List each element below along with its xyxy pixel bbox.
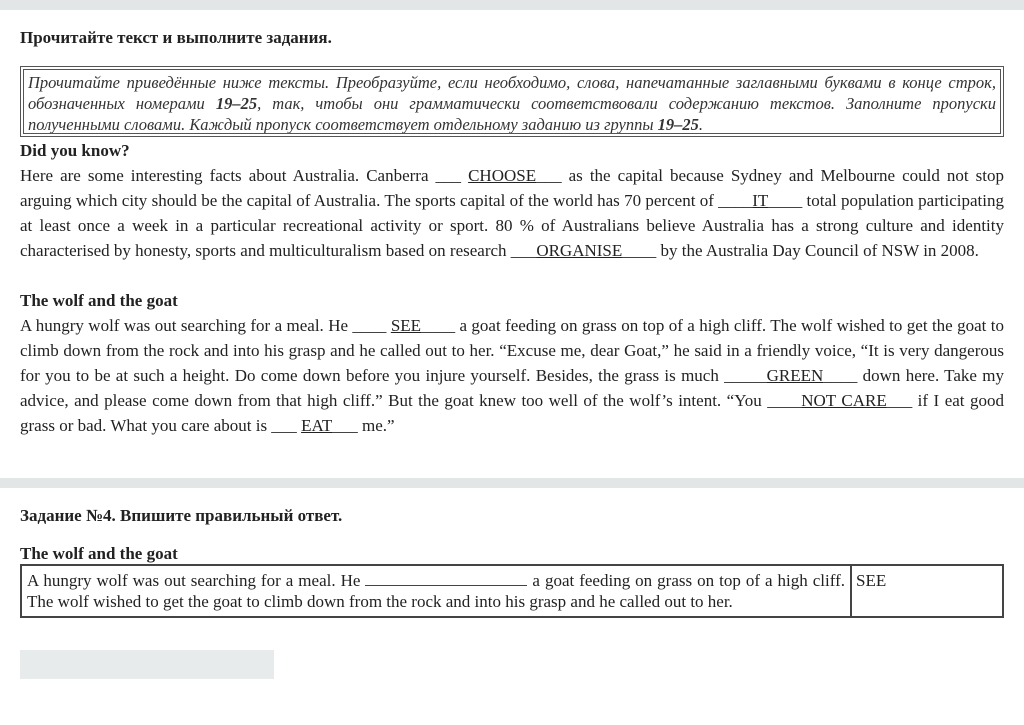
task4-table bbox=[20, 564, 1004, 618]
text1-paragraph bbox=[20, 163, 1004, 263]
text2-segment: ____ a goat feeding on grass on top of a high cliff. The wolf wished to get the goat to climb down from the rock and into his grasp and he called out to her. “Excuse me, dear Goat,” he said in a friendly voice, “It is very dangerous for you to be at such a height. Do come down before you injure yourself. Besides, the grass is much _____ bbox=[20, 316, 1005, 385]
text1-segment: Here are some interesting facts about Australia. Canberra ___ bbox=[20, 166, 469, 185]
answer-see: SEE bbox=[390, 316, 422, 335]
answer-not-care: NOT CARE bbox=[801, 391, 887, 410]
task4-heading: Задание №4. Впишите правильный ответ. bbox=[20, 506, 343, 525]
text1-segment: ____ by the Australia Day Council of NSW in 2008. bbox=[622, 241, 979, 260]
text1-segment: ___ as the capital because Sydney and Melbourne could not stop arguing which city should be the capital of Australia. The sports capital of the world has 70 percent of ____ bbox=[20, 166, 1004, 210]
instruction-box bbox=[20, 66, 1004, 137]
instruction-range2: 19–25 bbox=[657, 115, 699, 134]
task4-text-before: A hungry wolf was out searching for a meal. He bbox=[27, 571, 361, 590]
text1-title: Did you know? bbox=[20, 141, 130, 160]
text1-segment: ____ total population participating at least once a week in a particular recreational activity or sport. 80 % of Australians believe Australia has a strong culture and identity characterised by honesty, sports and multiculturalism based on research ___ bbox=[20, 191, 1004, 260]
task4-title: The wolf and the goat bbox=[20, 544, 178, 563]
answer-it: IT bbox=[752, 191, 769, 210]
text2-title: The wolf and the goat bbox=[20, 291, 178, 310]
answer-organise: ORGANISE bbox=[536, 241, 623, 260]
text2-paragraph bbox=[20, 313, 1004, 438]
text2-segment: ___ me.” bbox=[332, 416, 395, 435]
instruction-part3: . bbox=[698, 115, 704, 134]
instruction-part2: , так, чтобы они грамматически соответствовали содержанию текстов. Заполните пропуски полученными словами. Каждый пропуск соответствует отдельному заданию из группы bbox=[28, 94, 997, 134]
instruction-text bbox=[23, 69, 1001, 134]
answer-green: GREEN bbox=[766, 366, 824, 385]
check-answer-button[interactable] bbox=[20, 650, 274, 679]
task4-answer-cell[interactable]: SEE bbox=[856, 571, 887, 590]
top-band bbox=[0, 0, 1024, 10]
answer-gap bbox=[365, 571, 527, 586]
task4-text-after: a goat feeding on grass on top of a high cliff. The wolf wished to get the goat to climb down from the rock and into his grasp and he called out to her. bbox=[27, 571, 846, 611]
answer-choose: CHOOSE bbox=[468, 166, 537, 185]
task4-text-cell bbox=[22, 566, 852, 616]
text2-segment: ____ down here. Take my advice, and please come down from that high cliff.” But the goat knew too well of the wolf’s intent. “You ____ bbox=[20, 366, 1004, 410]
text2-segment: ___ if I eat good grass or bad. What you care about is ___ bbox=[20, 391, 1004, 435]
instruction-part1: Прочитайте приведённые ниже тексты. Преобразуйте, если необходимо, слова, напечатанные заглавными буквами в конце строк, обозначенных номерами bbox=[28, 73, 996, 113]
section-divider bbox=[0, 478, 1024, 488]
answer-eat: EAT bbox=[301, 416, 333, 435]
instruction-range1: 19–25 bbox=[215, 94, 258, 113]
text2-segment: A hungry wolf was out searching for a meal. He ____ bbox=[20, 316, 391, 335]
task-heading: Прочитайте текст и выполните задания. bbox=[20, 28, 332, 47]
